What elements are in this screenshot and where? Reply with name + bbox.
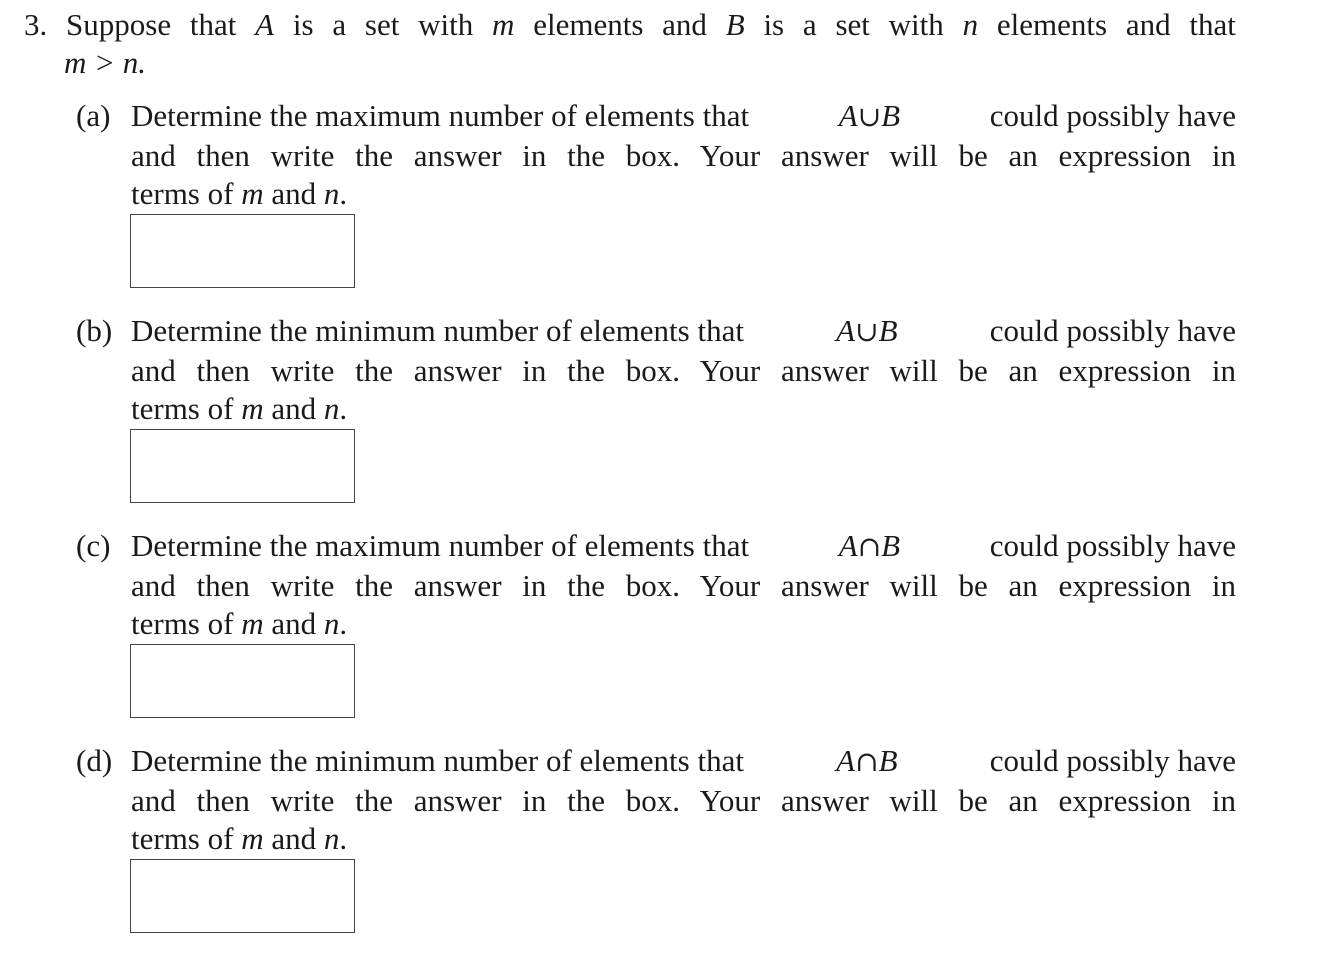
- part-text-post: could possibly have: [989, 98, 1236, 133]
- condition-text: m > n.: [64, 45, 147, 80]
- part-line-2: and then write the answer in the box. Your answer will be an expression in: [131, 782, 1236, 818]
- intro-word: is: [292, 7, 314, 42]
- part-line-1: [131, 527, 1236, 567]
- intro-word: elements: [533, 7, 644, 42]
- part-line-3: [131, 820, 1236, 859]
- var-n: n: [962, 7, 979, 42]
- var-m: m: [492, 7, 515, 42]
- part-d: [76, 742, 1236, 859]
- part-text-post: could possibly have: [989, 528, 1236, 563]
- var-m: m: [241, 821, 264, 856]
- period: .: [339, 391, 348, 426]
- set-a: A: [838, 528, 858, 563]
- terms-of-text: terms of: [131, 606, 242, 641]
- answer-input-d[interactable]: [131, 860, 354, 932]
- var-n: n: [323, 606, 340, 641]
- set-b: B: [725, 7, 745, 42]
- set-b: B: [881, 528, 901, 563]
- part-line-1: [131, 312, 1236, 352]
- problem-intro-line: [24, 6, 1236, 44]
- part-line-3: [131, 175, 1236, 214]
- set-expression: [836, 742, 897, 782]
- answer-input-c[interactable]: [131, 645, 354, 717]
- problem-condition: [24, 44, 1236, 82]
- part-text-pre: Determine the minimum number of elements that: [131, 313, 744, 348]
- and-text: and: [263, 606, 324, 641]
- part-line-2: and then write the answer in the box. Your answer will be an expression in: [131, 137, 1236, 173]
- answer-box-d[interactable]: [130, 859, 355, 933]
- var-n: n: [323, 176, 340, 211]
- part-line-3: [131, 390, 1236, 429]
- union-symbol: ∪: [857, 100, 882, 133]
- part-label: (c): [76, 528, 111, 563]
- set-b: B: [878, 313, 898, 348]
- part-c: [76, 527, 1236, 644]
- answer-input-b[interactable]: [131, 430, 354, 502]
- part-line-2: and then write the answer in the box. Your answer will be an expression in: [131, 567, 1236, 603]
- answer-box-b[interactable]: [130, 429, 355, 503]
- intro-word: set: [364, 7, 400, 42]
- period: .: [339, 821, 348, 856]
- answer-box-c[interactable]: [130, 644, 355, 718]
- set-expression: [836, 312, 897, 352]
- part-line-3: [131, 605, 1236, 644]
- intro-word: a: [802, 7, 817, 42]
- intro-word: that: [189, 7, 237, 42]
- part-text-pre: Determine the maximum number of elements that: [131, 528, 750, 563]
- terms-of-text: terms of: [131, 391, 242, 426]
- intro-word: with: [888, 7, 944, 42]
- union-symbol: ∪: [855, 315, 879, 348]
- and-text: and: [263, 176, 324, 211]
- intro-word: and: [662, 7, 707, 42]
- problem-statement: [24, 6, 1236, 82]
- part-label: (a): [76, 98, 111, 133]
- problem-number: 3.: [24, 7, 48, 42]
- part-text-pre: Determine the minimum number of elements that: [131, 743, 744, 778]
- period: .: [339, 606, 348, 641]
- intro-word: Suppose: [66, 7, 172, 42]
- intro-word: and: [1125, 7, 1171, 42]
- set-b: B: [881, 98, 901, 133]
- set-expression: [839, 97, 900, 137]
- intersection-symbol: ∩: [857, 530, 882, 563]
- part-label: (b): [76, 313, 113, 348]
- var-m: m: [241, 176, 264, 211]
- and-text: and: [263, 391, 324, 426]
- terms-of-text: terms of: [131, 821, 242, 856]
- intro-word: a: [332, 7, 347, 42]
- part-label: (d): [76, 743, 113, 778]
- part-line-2: and then write the answer in the box. Your answer will be an expression in: [131, 352, 1236, 388]
- set-a: A: [255, 7, 275, 42]
- part-text-post: could possibly have: [989, 313, 1236, 348]
- intro-word: with: [418, 7, 474, 42]
- terms-of-text: terms of: [131, 176, 242, 211]
- intro-word: set: [835, 7, 870, 42]
- set-a: A: [838, 98, 858, 133]
- var-n: n: [323, 391, 340, 426]
- set-a: A: [836, 743, 856, 778]
- part-line-1: [131, 742, 1236, 782]
- intro-word: elements: [996, 7, 1108, 42]
- part-line-1: [131, 97, 1236, 137]
- intersection-symbol: ∩: [855, 745, 879, 778]
- part-text-post: could possibly have: [989, 743, 1236, 778]
- answer-input-a[interactable]: [131, 215, 354, 287]
- set-b: B: [878, 743, 898, 778]
- var-m: m: [241, 606, 264, 641]
- part-text-pre: Determine the maximum number of elements that: [131, 98, 750, 133]
- part-a: [76, 97, 1236, 214]
- part-b: [76, 312, 1236, 429]
- period: .: [339, 176, 348, 211]
- var-m: m: [241, 391, 264, 426]
- var-n: n: [323, 821, 340, 856]
- and-text: and: [263, 821, 324, 856]
- set-a: A: [836, 313, 856, 348]
- answer-box-a[interactable]: [130, 214, 355, 288]
- intro-word: is: [763, 7, 785, 42]
- set-expression: [839, 527, 900, 567]
- intro-word: that: [1189, 7, 1236, 42]
